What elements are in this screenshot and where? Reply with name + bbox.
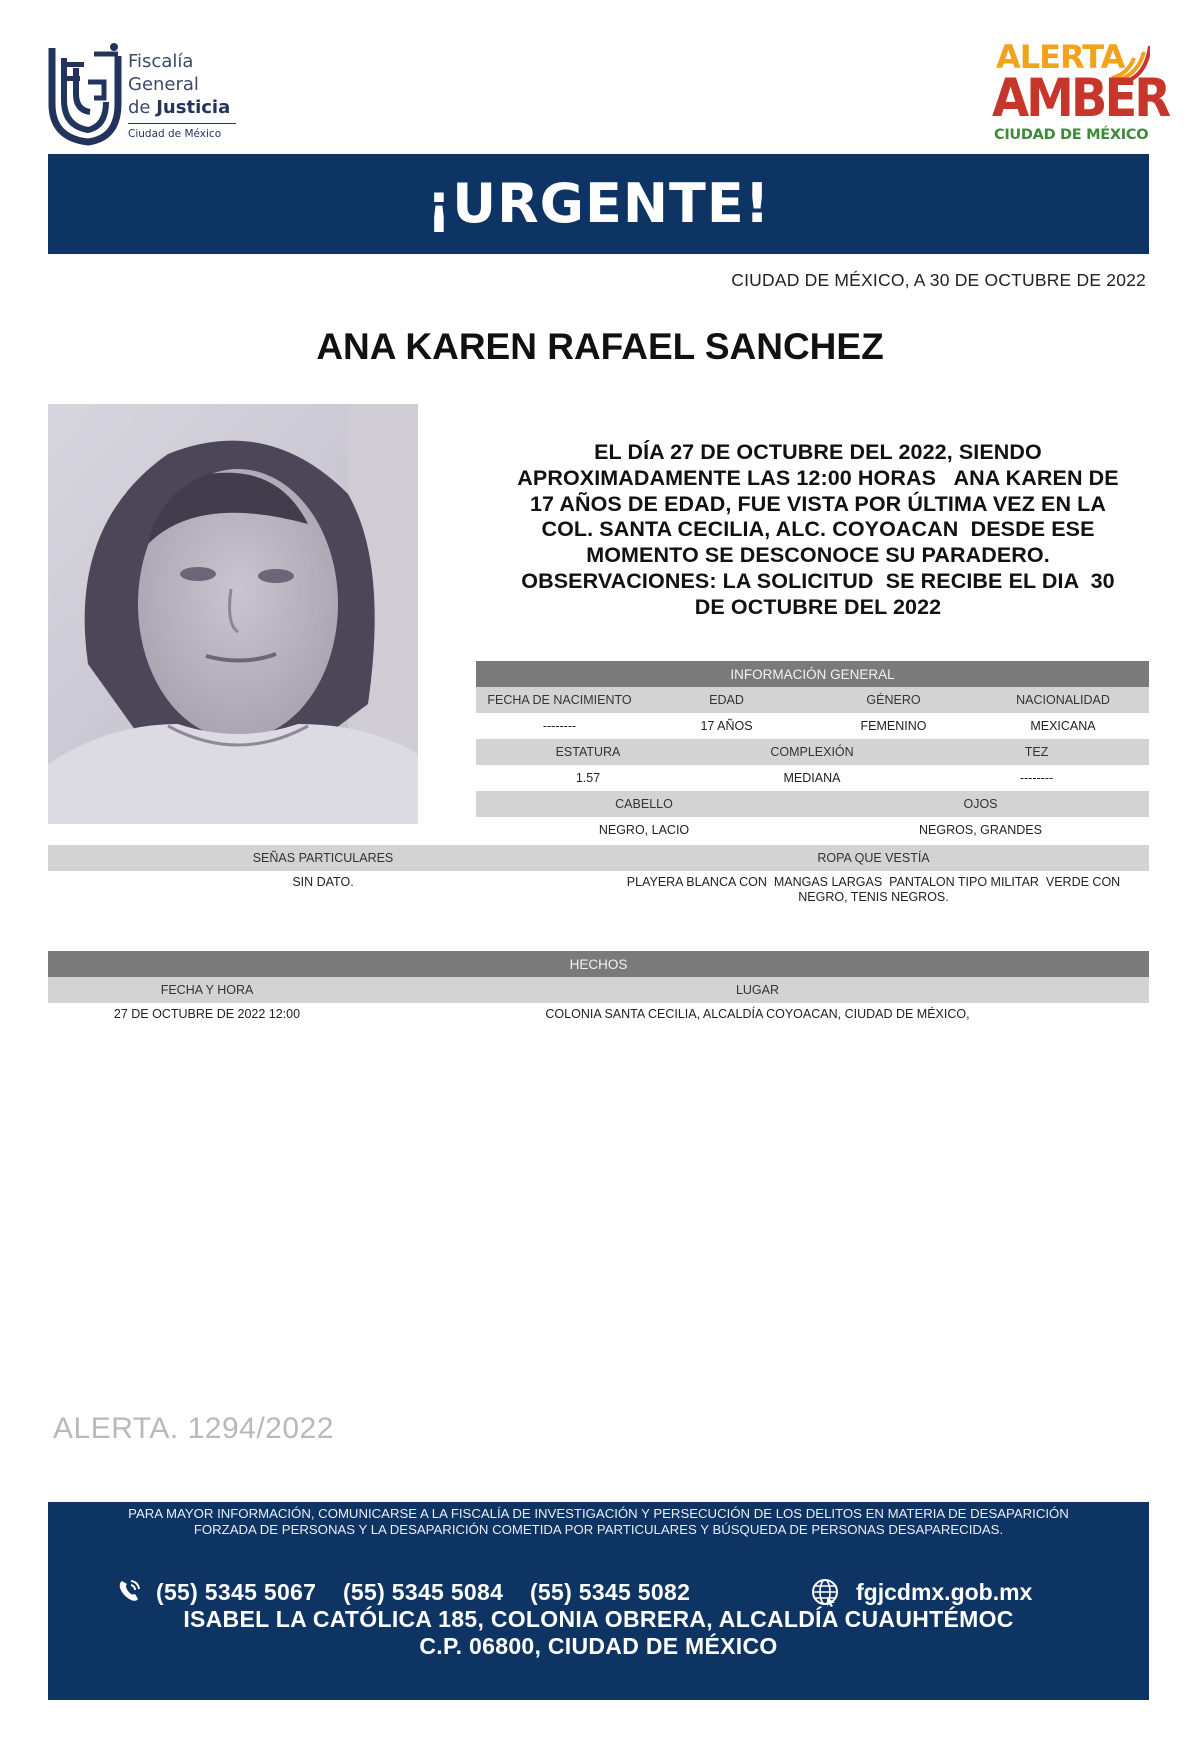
- label-height: ESTATURA: [555, 745, 621, 759]
- value-date-time: 27 DE OCTUBRE DE 2022 12:00: [113, 1007, 301, 1021]
- info-values-row-3: [476, 817, 1149, 843]
- label-complexion: TEZ: [1024, 745, 1049, 759]
- narrative-line: APROXIMADAMENTE LAS 12:00 HORAS ANA KAREN DE: [517, 465, 1119, 490]
- info-values-row-1: [476, 713, 1149, 739]
- narrative-line: DE OCTUBRE DEL 2022: [694, 594, 942, 619]
- fgj-line1: Fiscalía: [128, 51, 194, 72]
- amber-logo-line1: ALERTA: [996, 38, 1125, 76]
- value-build: MEDIANA: [783, 771, 841, 785]
- portrait-image: [48, 404, 418, 824]
- clothing-line-2: NEGRO, TENIS NEGROS.: [798, 890, 949, 904]
- value-hair: NEGRO, LACIO: [598, 823, 690, 837]
- footer-info-text: [48, 1506, 1149, 1538]
- alerta-amber-logo: [990, 38, 1169, 150]
- label-hair: CABELLO: [615, 797, 673, 811]
- info-labels-row-3: [476, 791, 1149, 817]
- value-height: 1.57: [575, 771, 601, 785]
- amber-logo-line2: AMBER: [992, 67, 1169, 130]
- label-distinguishing-marks: SEÑAS PARTICULARES: [252, 851, 394, 865]
- narrative-line: EL DÍA 27 DE OCTUBRE DEL 2022, SIENDO: [594, 440, 1042, 464]
- footer-info-line-1: PARA MAYOR INFORMACIÓN, COMUNICARSE A LA FISCALÍA DE INVESTIGACIÓN Y PERSECUCIÓN DE LOS DELITOS EN MATERIA DE DESAPARICIÓN: [128, 1506, 1069, 1521]
- facts-header: [48, 951, 1149, 977]
- value-age: 17 AÑOS: [700, 719, 753, 733]
- features-values-row: [48, 871, 1149, 905]
- urgent-title: ¡URGENTE!: [426, 172, 771, 235]
- label-build: COMPLEXIÓN: [770, 745, 854, 759]
- value-distinguishing-marks: SIN DATO.: [292, 875, 354, 889]
- general-info-title: INFORMACIÓN GENERAL: [730, 666, 895, 682]
- label-birthdate: FECHA DE NACIMIENTO: [487, 693, 632, 707]
- label-place: LUGAR: [735, 983, 780, 997]
- narrative-line: COL. SANTA CECILIA, ALC. COYOACAN DESDE ESE: [541, 517, 1095, 542]
- footer-info-line-2: FORZADA DE PERSONAS Y LA DESAPARICIÓN COMETIDA POR PARTICULARES Y BÚSQUEDA DE PERSONAS DESAPARECIDAS.: [193, 1522, 1004, 1537]
- info-values-row-2: [476, 765, 1149, 791]
- narrative-text: [478, 440, 1158, 621]
- label-eyes: OJOS: [963, 797, 998, 811]
- value-nationality: MEXICANA: [1030, 719, 1096, 733]
- fgj-emblem-icon: [48, 42, 122, 146]
- address-line-1: ISABEL LA CATÓLICA 185, COLONIA OBRERA, ALCALDÍA CUAUHTÉMOC: [183, 1606, 1014, 1632]
- fgj-line4: Ciudad de México: [128, 128, 222, 140]
- distinguishing-features-table: [48, 845, 1149, 905]
- fgj-line3-prefix: de: [128, 97, 157, 118]
- clothing-line-1: PLAYERA BLANCA CON MANGAS LARGAS PANTALON TIPO MILITAR VERDE CON: [626, 875, 1121, 889]
- label-nationality: NACIONALIDAD: [1016, 693, 1110, 707]
- phone-numbers[interactable]: (55) 5345 5067 (55) 5345 5084 (55) 5345 5082: [156, 1579, 691, 1605]
- info-labels-row-2: [476, 739, 1149, 765]
- fgj-wordmark: [128, 50, 236, 140]
- website-link[interactable]: fgjcdmx.gob.mx: [856, 1579, 1033, 1605]
- general-info-table: [476, 661, 1149, 843]
- label-clothing: ROPA QUE VESTÍA: [817, 851, 930, 865]
- narrative-line: 17 AÑOS DE EDAD, FUE VISTA POR ÚLTIMA VEZ EN LA: [529, 491, 1107, 516]
- missing-person-photo: [48, 404, 418, 824]
- label-age: EDAD: [709, 693, 744, 707]
- general-info-header: [476, 661, 1149, 687]
- value-birthdate: --------: [542, 719, 577, 733]
- info-labels-row-1: [476, 687, 1149, 713]
- value-complexion: --------: [1019, 771, 1054, 785]
- phone-icon: [116, 1578, 142, 1604]
- globe-icon: [810, 1577, 840, 1607]
- missing-person-name: ANA KAREN RAFAEL SANCHEZ: [316, 326, 884, 367]
- fgj-divider: [128, 123, 236, 124]
- fgj-line3-strong: Justicia: [156, 97, 231, 118]
- facts-title: HECHOS: [569, 956, 628, 972]
- label-gender: GÉNERO: [866, 693, 921, 707]
- value-clothing: [598, 875, 1149, 905]
- date-line: CIUDAD DE MÉXICO, A 30 DE OCTUBRE DE 2022: [731, 270, 1146, 290]
- alert-number: ALERTA. 1294/2022: [53, 1412, 334, 1445]
- contact-footer: [48, 1502, 1149, 1700]
- fgj-logo: [48, 42, 238, 146]
- value-eyes: NEGROS, GRANDES: [919, 823, 1042, 837]
- amber-logo-line3: CIUDAD DE MÉXICO: [994, 127, 1149, 143]
- value-gender: FEMENINO: [860, 719, 927, 733]
- narrative-line: OBSERVACIONES: LA SOLICITUD SE RECIBE EL DIA 30: [521, 568, 1115, 593]
- narrative-line: MOMENTO SE DESCONOCE SU PARADERO.: [586, 543, 1050, 568]
- value-place: COLONIA SANTA CECILIA, ALCALDÍA COYOACAN, CIUDAD DE MÉXICO,: [545, 1007, 970, 1021]
- facts-labels-row: [48, 977, 1149, 1003]
- address-line-2: C.P. 06800, CIUDAD DE MÉXICO: [419, 1633, 778, 1659]
- fgj-line3: [128, 96, 236, 119]
- contact-line: [48, 1576, 1149, 1606]
- facts-values-row: [48, 1003, 1149, 1025]
- urgent-banner: [48, 154, 1149, 254]
- facts-table: [48, 951, 1149, 1025]
- fgj-line2: General: [128, 74, 199, 95]
- features-labels-row: [48, 845, 1149, 871]
- label-date-time: FECHA Y HORA: [160, 983, 254, 997]
